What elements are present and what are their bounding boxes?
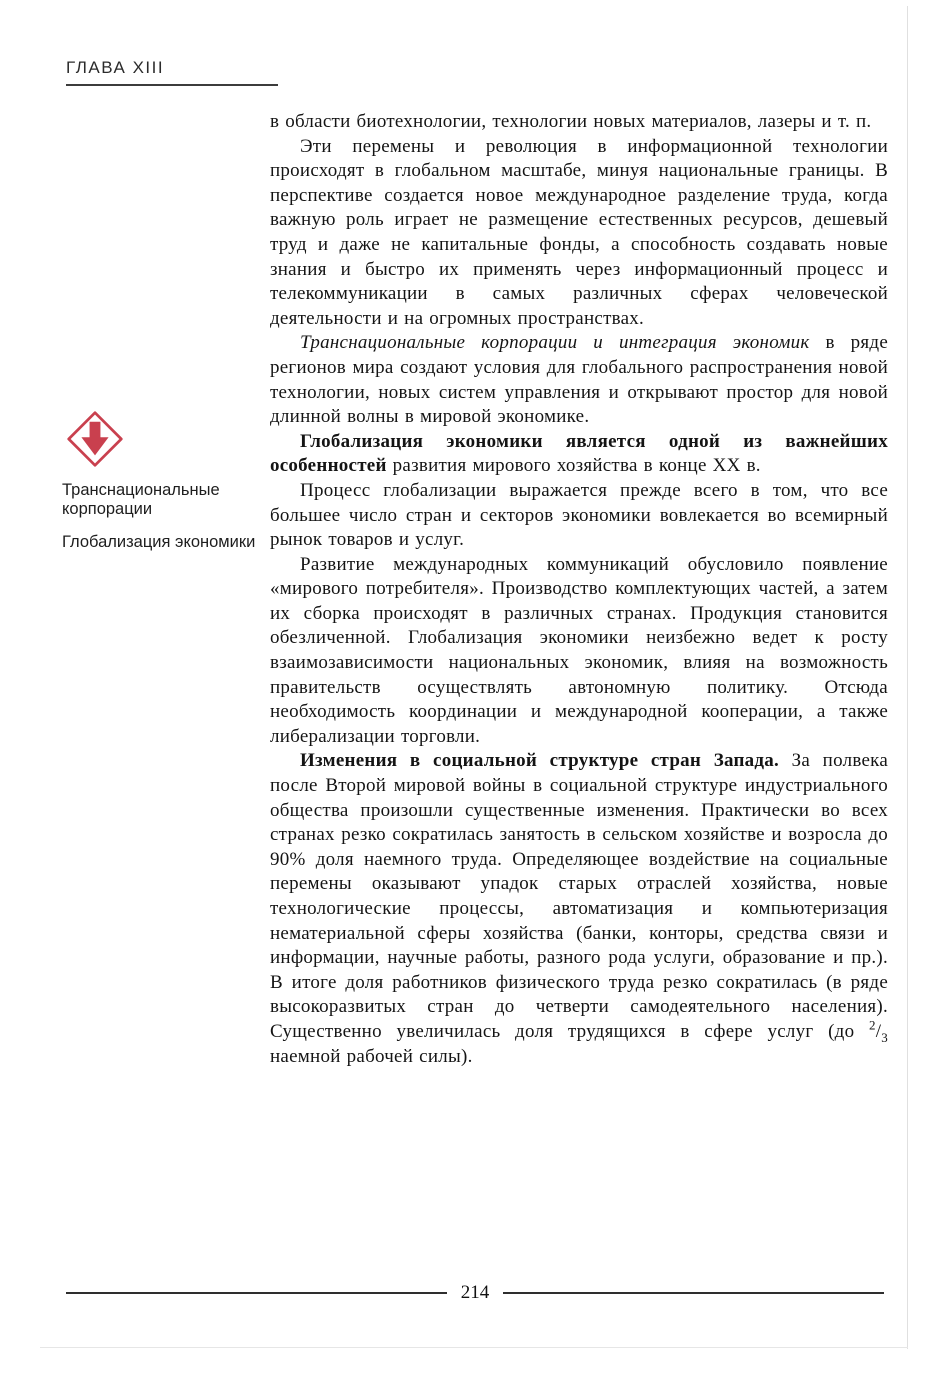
running-head [66,58,278,86]
paragraph [270,430,888,479]
margin-label-globalization-economy: Глобализация экономики [62,532,256,551]
fraction-denominator: 3 [881,1029,888,1045]
paragraph: Процесс глобализации выражается прежде всего в том, что все большее число стран и секторов экономики вовлекается во всемирный рынок товаров и услуг. [270,479,888,551]
paragraph-text: развития мирового хозяйства в конце XX в. [386,455,761,477]
body-text-column [270,110,888,1069]
page-footer [66,1282,884,1304]
paragraph [270,749,888,1069]
page-number: 214 [460,1282,490,1303]
paragraph: Развитие международных коммуникаций обусловило появление «мирового потребителя». Производство комплектующих частей, а затем их сборка происходят в различных странах. Продукция становится обезличенной. Глобализация экономики неизбежно ведет к росту взаимозависимости национальных экономик, влияя на возможность правительств осуществлять автономную политику. Отсюда необходимость координации и международной кооперации, а также либерализации торговли. [270,553,888,747]
footer-rule-right [503,1292,884,1294]
chapter-rule [66,84,278,86]
diamond-down-arrow-icon [66,410,124,468]
fraction-numerator: 2 [868,1017,876,1033]
term-emphasis-italic: Транснациональные корпорации и интеграция экономик [300,332,810,354]
paragraph-text: в ряде регионов мира создают условия для глобального распространения новой технологии, новых систем управления и открывают простор для новой длинной волны в мировой экономике. [270,332,888,428]
key-statement-bold: Изменения в социальной структуре стран Запада. [300,750,780,772]
chapter-title: ГЛАВА XIII [66,58,165,77]
footer-rule-left [66,1292,447,1294]
paragraph: Эти перемены и революция в информационной технологии происходят в глобальном масштабе, минуя национальные границы. В перспективе создается новое международное разделение труда, когда важную роль играет не размещение естественных ресурсов, дешевый труд и даже не капитальные фонды, а способность создавать новые знания и быстро их применять через информационный процесс и телекоммуникации в самых различных сферах человеческой деятельности и на огромных пространствах. [270,135,888,329]
paragraph [270,331,888,429]
scan-edge-bottom [40,1347,908,1348]
paragraph-continuation: в области биотехнологии, технологии новых материалов, лазеры и т. п. [270,111,872,132]
paragraph-text: За полвека после Второй мировой войны в социальной структуре индустриального общества произошли существенные изменения. Практически во всех странах резко сократилась занятость в сельском хозяйстве и возросла до 90% доля наемного труда. Определяющее воздействие на социальные перемены оказывают упадок старых отраслей хозяйства, новые технологические процессы, автоматизация и компьютеризация нематериальной сферы хозяйства (банки, конторы, средства связи и информации, научные работы, разного рода услуги, образование и пр.). В итоге доля работников физического труда резко сократилась (в ряде высокоразвитых стран до четверти самодеятельного населения). Существенно увеличилась доля трудящихся в сфере услуг (до [270,750,889,1042]
paragraph-text: наемной рабочей силы). [270,1045,473,1067]
margin-label-transnational-corporations: Транснациональные корпорации [62,481,220,519]
margin-notes [62,410,258,552]
key-statement-bold: Глобализация экономики является одной из важнейших особенностей [270,430,888,477]
scan-edge-right [907,6,908,1349]
fraction-slash: / [875,1020,882,1042]
